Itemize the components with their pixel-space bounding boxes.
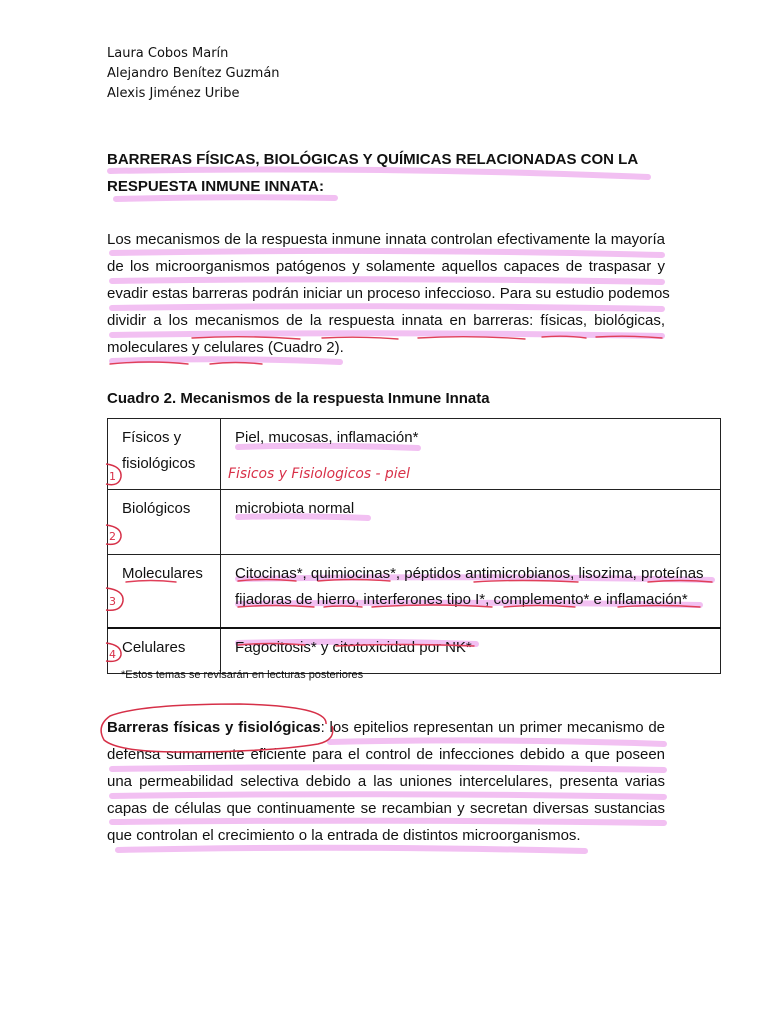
table-row [108, 490, 721, 555]
content-text: Piel, mucosas, inflamación* [235, 429, 419, 446]
paragraph-line: dividir a los mecanismos de la respuesta innata en barreras: físicas, biológicas, [107, 312, 665, 329]
category-cell [108, 419, 221, 490]
paragraph-line: que controlan el crecimiento o la entrada de distintos microorganismos. [107, 827, 581, 844]
row-number: 2 [109, 530, 116, 543]
handwritten-note: Fisicos y Fisiologicos - piel [228, 466, 411, 482]
content-cell [221, 628, 721, 674]
mechanisms-table [107, 418, 721, 674]
content-text: fijadoras de hierro, interferones tipo I*, complemento* e inflamación* [235, 591, 688, 608]
table-footnote: *Estos temas se revisarán en lecturas posteriores [121, 669, 364, 681]
paragraph-line: capas de células que continuamente se recambian y secretan diversas sustancias [107, 800, 665, 817]
table-row [108, 419, 721, 490]
category-label: fisiológicos [122, 455, 196, 472]
author-name: Alejandro Benítez Guzmán [107, 66, 280, 81]
row-number: 4 [109, 648, 116, 661]
paragraph-line: Los mecanismos de la respuesta inmune innata controlan efectivamente la mayoría [107, 231, 665, 248]
paragraph-line: evadir estas barreras podrán iniciar un proceso infeccioso. Para su estudio podemos [107, 285, 670, 302]
table-row [108, 555, 721, 629]
paragraph-line: moleculares y celulares (Cuadro 2). [107, 339, 344, 356]
content-cell [221, 419, 721, 490]
category-label: Biológicos [122, 500, 191, 517]
intro-paragraph [107, 226, 670, 361]
paragraph-line: de los microorganismos patógenos y solamente aquellos capaces de traspasar y [107, 258, 665, 275]
category-cell [108, 555, 221, 629]
section-heading: Barreras físicas y fisiológicas [107, 719, 321, 736]
paragraph-line: defensa sumamente eficiente para el control de infecciones debido a que poseen [107, 746, 665, 763]
content-text: microbiota normal [235, 500, 355, 517]
paragraph-line: una permeabilidad selectiva debido a las uniones intercelulares, presenta varias [107, 773, 665, 790]
author-list [107, 44, 280, 104]
category-label: Celulares [122, 639, 186, 656]
row-number: 3 [109, 595, 116, 608]
paragraph-line [107, 714, 665, 741]
title-line: RESPUESTA INMUNE INNATA: [107, 178, 324, 195]
author-name: Alexis Jiménez Uribe [107, 86, 240, 101]
content-cell [221, 555, 721, 629]
content-text: Fagocitosis* y citotoxicidad por NK* [235, 639, 472, 656]
content-cell [221, 490, 721, 555]
category-label: Moleculares [122, 565, 203, 582]
document-title [107, 146, 667, 200]
category-cell [108, 490, 221, 555]
content-text: Citocinas*, quimiocinas*, péptidos antimicrobianos, lisozima, proteínas [235, 565, 704, 582]
table-caption: Cuadro 2. Mecanismos de la respuesta Inmune Innata [107, 390, 490, 407]
row-number: 1 [109, 470, 116, 483]
paragraph-text: : los epitelios representan un primer mecanismo de [320, 719, 666, 736]
title-line: BARRERAS FÍSICAS, BIOLÓGICAS Y QUÍMICAS RELACIONADAS CON LA [107, 151, 639, 168]
table-row [108, 628, 721, 674]
category-label: Físicos y [122, 429, 182, 446]
author-name: Laura Cobos Marín [107, 46, 229, 61]
category-cell [108, 628, 221, 674]
section-paragraph [107, 714, 665, 849]
